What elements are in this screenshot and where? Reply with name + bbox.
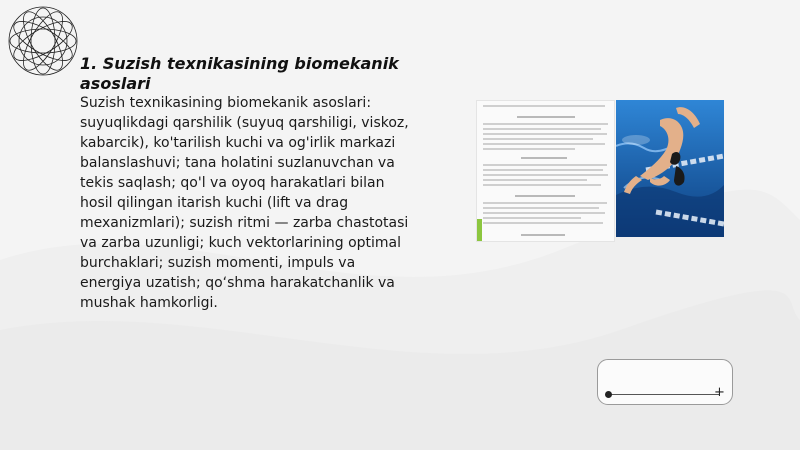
green-accent-bar: [477, 219, 482, 241]
plus-icon[interactable]: +: [714, 385, 725, 400]
swimmer-photo: [616, 100, 724, 237]
document-thumbnail: [476, 100, 615, 242]
slide-title: 1. Suzish texnikasining biomekanik asoslari: [80, 54, 399, 93]
slider-control[interactable]: [597, 359, 733, 405]
slide-body-text: Suzish texnikasining biomekanik asoslari: suyuqlikdagi qarshilik (suyuq qarshiligi, viskoz, kabarcik), ko'tarilish kuchi va og'irlik markazi balanslashuvi; tana holatini suzlanuvchan va tekis saqlash; qo'l va oyoq harakatlari bilan hosil qilingan itarish kuchi (lift va drag mexanizmlari); suzish ritmi — zarba chastotasi va zarba uzunligi; kuch vektorlarining optimal burchaklari; suzish momenti, impuls va energiya uzatish; qo‘shma harakatchanlik va mushak hamkorligi.: [80, 95, 409, 311]
slider-handle[interactable]: [605, 391, 612, 398]
geometric-rosette-icon: [6, 4, 80, 78]
slider-track[interactable]: [609, 394, 720, 395]
